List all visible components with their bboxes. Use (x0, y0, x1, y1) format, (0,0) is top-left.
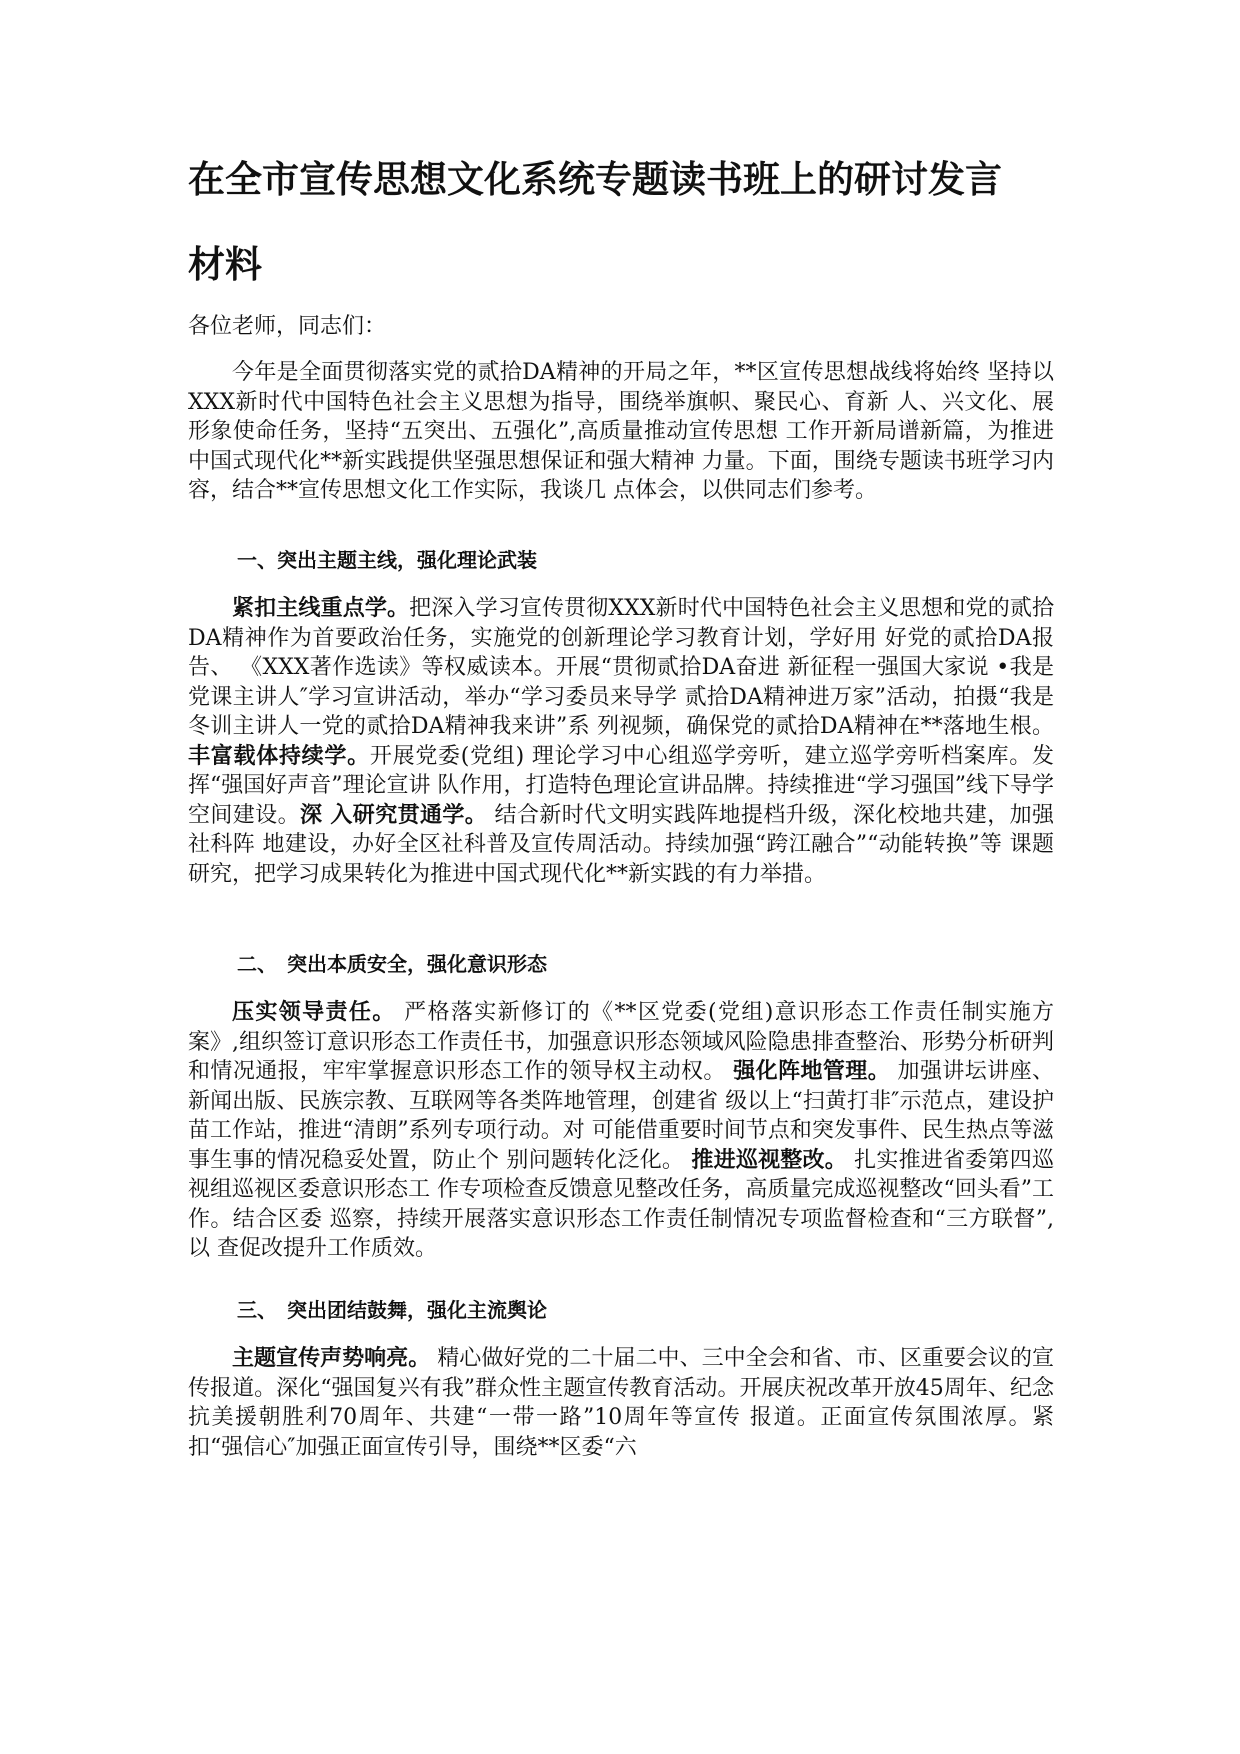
document-title-line2: 材料 (188, 243, 262, 286)
document-title-line1: 在全市宣传思想文化系统专题读书班上的研讨发言 (188, 158, 1002, 201)
section3-paragraph (188, 1344, 1054, 1462)
section1-lead1: 紧扣主线重点学。 (232, 596, 410, 621)
section2-heading: 二、 突出本质安全，强化意识形态 (237, 952, 547, 976)
section2-lead1: 压实领导责任。 (232, 1000, 396, 1025)
section1-text1: 把深入学习宣传贯彻XXX新时代中国特色社会主义思想和党的贰拾DA精神作为首要政治任务，实施党的创新理论学习教育计划，学好用 好党的贰拾DA报告、 《XXX著作选读》等权威读本。开展“贯彻贰拾DA奋进 新征程一强国大家说 •我是党课主讲人″学习宣讲活动，举办“学习委员来导学 贰拾DA精神进万家”活动，拍摄“我是冬训主讲人一党的贰拾DA精神我来讲”系 列视频，确保党的贰拾DA精神在**落地生根。 (188, 596, 1054, 739)
section2-lead2: 强化阵地管理。 (733, 1059, 891, 1084)
section2-paragraph (188, 998, 1054, 1264)
section2-text2: 加强讲坛讲座、新闻出版、民族宗教、互联网等各类阵地管理，创建省 级以上“扫黄打非″示范点，建设护苗工作站，推进“清朗”系列专项行动。对 可能借重要时间节点和突发事件、民生热点等滋事生事的情况稳妥处置，防止个 别问题转化泛化。 (188, 1059, 1054, 1173)
section3-lead1: 主题宣传声势响亮。 (232, 1346, 431, 1371)
section1-heading: 一、突出主题主线，强化理论武装 (237, 548, 537, 572)
section1-lead3: 深 入研究贯通学。 (299, 802, 488, 828)
section1-paragraph (188, 594, 1054, 889)
section3-heading: 三、 突出团结鼓舞，强化主流舆论 (237, 1298, 547, 1322)
section2-text3: 扎实推进省委第四巡视组巡视区委意识形态工 作专项检查反馈意见整改任务，高质量完成巡视整改“回头看”工作。结合区委 巡察，持续开展落实意识形态工作责任制情况专项监督检查和“三方联督”,以 查促改提升工作质效。 (188, 1147, 1054, 1261)
section1-text2: 开展党委(党组) 理论学习中心组巡学旁听，建立巡学旁听档案库。发挥“强国好声音”理论宣讲 队作用，打造特色理论宣讲品牌。持续推进“学习强国”线下导学空间建设。 (188, 743, 1054, 828)
section1-text3: 结合新时代文明实践阵地提档升级，深化校地共建，加强社科阵 地建设，办好全区社科普及宣传周活动。持续加强“跨江融合”“动能转换”等 课题研究，把学习成果转化为推进中国式现代化**新实践的有力举措。 (188, 802, 1054, 887)
section2-lead3: 推进巡视整改。 (691, 1147, 847, 1173)
section2-text1: 严格落实新修订的《**区党委(党组)意识形态工作责任制实施方案》,组织签订意识形态工作责任书，加强意识形态领域风险隐患排查整治、形势分析研判和情况通报，牢牢掌握意识形态工作的领导权主动权。 (188, 1000, 1054, 1084)
intro-paragraph: 今年是全面贯彻落实党的贰拾DA精神的开局之年，**区宣传思想战线将始终 坚持以XXX新时代中国特色社会主义思想为指导，围绕举旗帜、聚民心、育新 人、兴文化、展形象使命任务，坚持“五突出、五强化”,高质量推动宣传思想 工作开新局谱新篇，为推进中国式现代化**新实践提供坚强思想保证和强大精神 力量。下面，围绕专题读书班学习内容，结合**宣传思想文化工作实际，我谈几 点体会，以供同志们参考。 (188, 360, 1054, 503)
salutation: 各位老师，同志们： (188, 314, 387, 339)
section1-lead2: 丰富载体持续学。 (188, 743, 370, 769)
section3-text1: 精心做好党的二十届二中、三中全会和省、市、区重要会议的宣传报道。深化“强国复兴有我”群众性主题宣传教育活动。开展庆祝改革开放45周年、纪念抗美援朝胜利70周年、共建“一带一路”10周年等宣传 报道。正面宣传氛围浓厚。紧扣“强信心″加强正面宣传引导，围绕**区委“六 (188, 1346, 1054, 1460)
